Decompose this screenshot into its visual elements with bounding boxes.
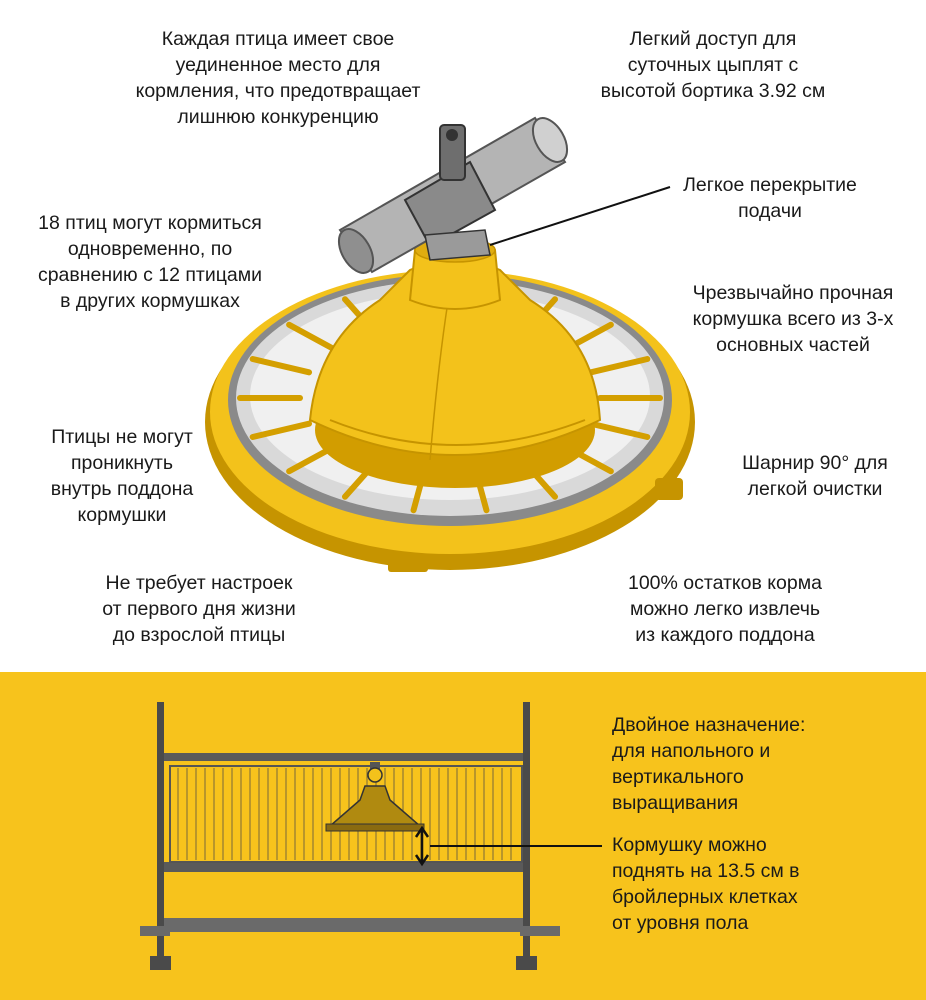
callout-eighteen-birds: 18 птиц могут кормиться одновременно, по сравнению с 12 птицами в других кормушках [37, 212, 263, 312]
callout-hinge: Шарнир 90° для легкой очистки [742, 452, 888, 500]
callout-strong-feeder: Чрезвычайно прочная кормушка всего из 3-х основных частей [692, 282, 894, 356]
pipe-coupling-icon [332, 112, 574, 279]
callout-birds-cannot-enter: Птицы не могут проникнуть внутрь поддона кормушки [50, 426, 194, 526]
callout-easy-access: Легкий доступ для суточных цыплят с высотой бортика 3.92 см [600, 28, 826, 102]
callout-raise-height: Кормушку можно поднять на 13.5 см в бройлерных клетках от уровня пола [612, 834, 800, 934]
callout-dual-purpose: Двойное назначение: для напольного и вертикального выращивания [612, 714, 806, 814]
cage-diagram [140, 702, 602, 970]
callout-no-adjustment: Не требует настроек от первого дня жизни до взрослой птицы [102, 572, 296, 646]
callout-private-feeding: Каждая птица имеет свое уединенное место для кормления, что предотвращает лишнюю конкуренцию [135, 28, 421, 128]
callout-residue: 100% остатков корма можно легко извлечь из каждого поддона [627, 572, 822, 646]
shutoff-leader-line [490, 187, 670, 245]
callout-shutoff: Легкое перекрытие подачи [683, 174, 857, 222]
height-arrow-icon [416, 828, 428, 864]
